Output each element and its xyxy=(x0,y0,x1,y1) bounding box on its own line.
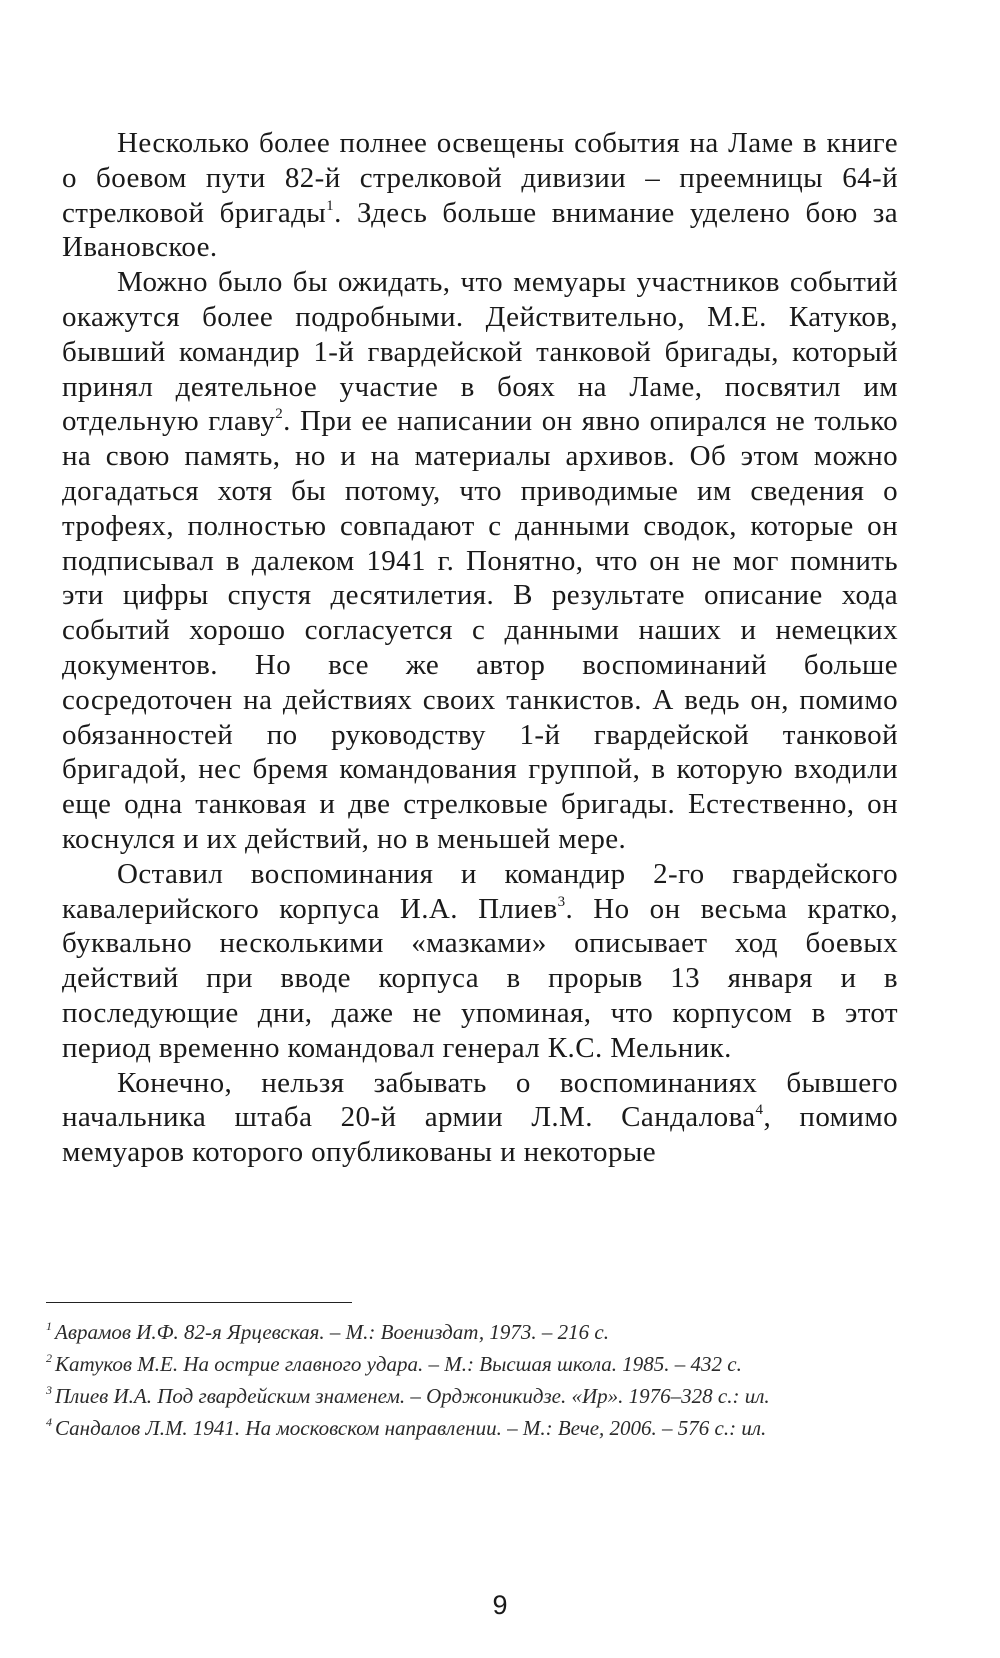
footnotes xyxy=(46,1316,896,1444)
footnote-4-text: Сандалов Л.М. 1941. На московском направлении. – М.: Вече, 2006. – 576 с.: ил. xyxy=(55,1416,767,1440)
footnote-1 xyxy=(46,1316,896,1348)
paragraph-4-text-a: Конечно, нельзя забывать о воспоминаниях бывшего начальника штаба 20-й армии Л.М. Сандалова xyxy=(62,1066,898,1134)
footnote-3-number: 3 xyxy=(46,1383,52,1397)
footnote-2 xyxy=(46,1348,896,1380)
paragraph-4-text-b: , помимо мемуаров которого опубликованы и некоторые xyxy=(62,1101,898,1169)
footnote-ref-1: 1 xyxy=(326,197,335,214)
paragraph-2-text-b: . При ее написании он явно опирался не только на свою память, но и на материалы архивов. Об этом можно догадаться хотя бы потому, что приводимые им сведения о трофеях, полностью совпадают с данными сводок, которые он подписывал в далеком 1941 г. Понятно, что он не мог помнить эти цифры спустя десятилетия. В результате описание хода событий хорошо согласуется с данными наших и немецких документов. Но все же автор воспоминаний больше сосредоточен на действиях своих танкистов. А ведь он, помимо обязанностей по руководству 1-й гвардейской танковой бригадой, нес бремя командования группой, в которую входили еще одна танковая и две стрелковые бригады. Естественно, он коснулся и их действий, но в меньшей мере. xyxy=(62,405,898,855)
paragraph-4 xyxy=(62,1066,898,1170)
paragraph-3-text-b: . Но он весьма кратко, буквально несколькими «мазками» описывает ход боевых действий при вводе корпуса в прорыв 13 января и в последующие дни, даже не упоминая, что корпусом в этот период временно командовал генерал К.С. Мельник. xyxy=(62,892,898,1064)
footnote-2-number: 2 xyxy=(46,1351,52,1365)
footnote-ref-4: 4 xyxy=(755,1102,764,1119)
footnote-3 xyxy=(46,1380,896,1412)
footnote-ref-3: 3 xyxy=(557,893,566,910)
paragraph-1-text-b: . Здесь больше внимание уделено бою за Ивановское. xyxy=(62,196,898,264)
paragraph-3-text-a: Оставил воспоминания и командир 2-го гвардейского кавалерийского корпуса И.А. Плиев xyxy=(62,857,898,925)
paragraph-1 xyxy=(62,126,898,265)
footnote-ref-2: 2 xyxy=(275,406,284,423)
footnote-1-text: Аврамов И.Ф. 82-я Ярцевская. – М.: Воениздат, 1973. – 216 с. xyxy=(55,1320,609,1344)
paragraph-1-text-a: Несколько более полнее освещены события на Ламе в книге о боевом пути 82-й стрелковой дивизии – преемницы 64-й стрелковой бригады xyxy=(62,127,898,229)
paragraph-3 xyxy=(62,857,898,1066)
body-text xyxy=(62,126,898,1170)
page-number: 9 xyxy=(492,1590,508,1620)
footnote-2-text: Катуков М.Е. На острие главного удара. – М.: Высшая школа. 1985. – 432 с. xyxy=(55,1352,742,1376)
footnote-4-number: 4 xyxy=(46,1415,52,1429)
footnote-1-number: 1 xyxy=(46,1319,52,1333)
footnote-3-text: Плиев И.А. Под гвардейским знаменем. – Орджоникидзе. «Ир». 1976–328 с.: ил. xyxy=(55,1384,770,1408)
footnote-4 xyxy=(46,1412,896,1444)
paragraph-2-text-a: Можно было бы ожидать, что мемуары участников событий окажутся более подробными. Действительно, М.Е. Катуков, бывший командир 1-й гвардейской танковой бригады, который принял деятельное участие в боях на Ламе, посвятил им отдельную главу xyxy=(62,266,898,438)
footnote-separator xyxy=(46,1302,352,1303)
paragraph-2 xyxy=(62,265,898,857)
